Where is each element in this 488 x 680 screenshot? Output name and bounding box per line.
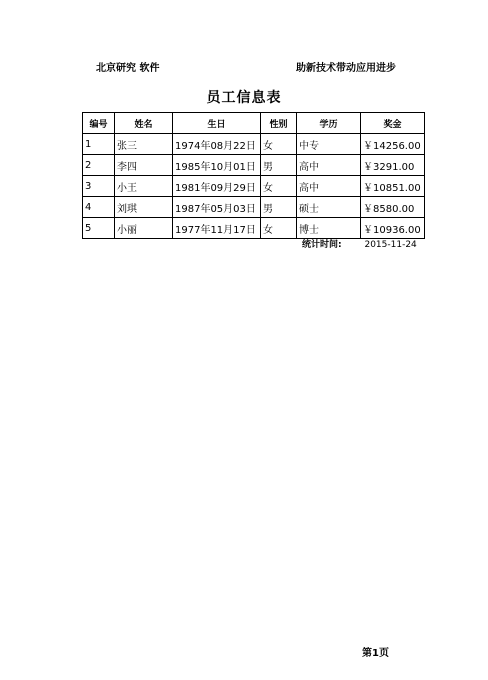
- cell-education: 博士: [297, 218, 361, 239]
- column-header-id: 编号: [83, 113, 115, 134]
- page-title: 员工信息表: [206, 90, 282, 106]
- cell-birthday: 1981年09月29日: [173, 176, 261, 197]
- cell-gender: 女: [261, 176, 297, 197]
- stat-time: [302, 237, 417, 250]
- cell-gender: 男: [261, 197, 297, 218]
- cell-id: 4: [83, 197, 115, 218]
- column-header-education: 学历: [297, 113, 361, 134]
- cell-id: 1: [83, 134, 115, 155]
- table-row: [83, 176, 425, 197]
- cell-name: 小王: [115, 176, 173, 197]
- column-header-name: 姓名: [115, 113, 173, 134]
- stat-time-label: 统计时间:: [302, 240, 342, 250]
- table-row: [83, 155, 425, 176]
- cell-id: 3: [83, 176, 115, 197]
- cell-id: 2: [83, 155, 115, 176]
- staff-table: [82, 112, 425, 239]
- cell-birthday: 1987年05月03日: [173, 197, 261, 218]
- table-row: [83, 218, 425, 239]
- cell-name: 李四: [115, 155, 173, 176]
- cell-gender: 女: [261, 134, 297, 155]
- cell-bonus: ￥3291.00: [361, 155, 425, 176]
- column-header-gender: 性别: [261, 113, 297, 134]
- cell-gender: 男: [261, 155, 297, 176]
- column-header-birthday: 生日: [173, 113, 261, 134]
- column-header-bonus: 奖金: [361, 113, 425, 134]
- cell-gender: 女: [261, 218, 297, 239]
- cell-name: 张三: [115, 134, 173, 155]
- cell-education: 硕士: [297, 197, 361, 218]
- cell-bonus: ￥10936.00: [361, 218, 425, 239]
- cell-education: 高中: [297, 176, 361, 197]
- cell-birthday: 1974年08月22日: [173, 134, 261, 155]
- stat-time-value: 2015-11-24: [364, 240, 417, 250]
- page-number: 第1页: [362, 648, 389, 659]
- cell-birthday: 1985年10月01日: [173, 155, 261, 176]
- table-header-row: [83, 113, 425, 134]
- table-row: [83, 134, 425, 155]
- cell-bonus: ￥14256.00: [361, 134, 425, 155]
- table-row: [83, 197, 425, 218]
- cell-education: 中专: [297, 134, 361, 155]
- cell-bonus: ￥8580.00: [361, 197, 425, 218]
- cell-name: 刘琪: [115, 197, 173, 218]
- header-left: 北京研究 软件: [96, 63, 160, 74]
- cell-birthday: 1977年11月17日: [173, 218, 261, 239]
- cell-education: 高中: [297, 155, 361, 176]
- cell-bonus: ￥10851.00: [361, 176, 425, 197]
- cell-id: 5: [83, 218, 115, 239]
- cell-name: 小丽: [115, 218, 173, 239]
- header-right: 助新技术带动应用进步: [296, 63, 396, 74]
